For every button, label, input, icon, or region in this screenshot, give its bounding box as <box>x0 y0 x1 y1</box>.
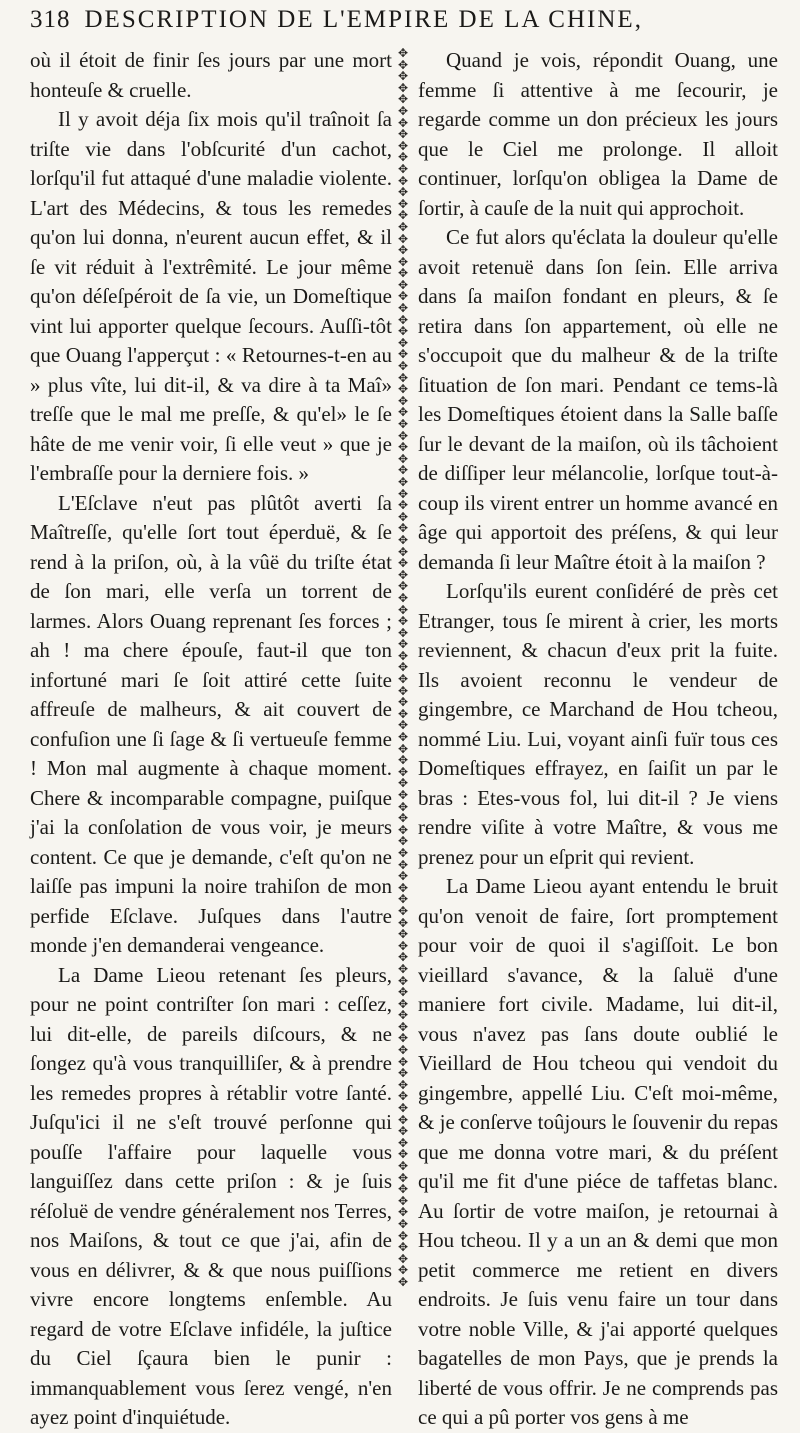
ornament-glyph: ✥ <box>397 822 409 837</box>
ornament-glyph: ✥ <box>397 521 409 536</box>
ornament-glyph: ✥ <box>397 312 409 327</box>
ornament-glyph: ✥ <box>397 637 409 652</box>
ornament-glyph: ✥ <box>397 1054 409 1069</box>
ornament-glyph: ✥ <box>397 1170 409 1185</box>
ornament-glyph: ✥ <box>397 915 409 930</box>
ornament-glyph: ✥ <box>397 127 409 142</box>
ornament-glyph: ✥ <box>397 1031 409 1046</box>
ornament-glyph: ✥ <box>397 115 409 130</box>
page-number: 318 <box>30 6 71 33</box>
ornament-glyph: ✥ <box>397 532 409 547</box>
ornament-glyph: ✥ <box>397 393 409 408</box>
ornament-glyph: ✥ <box>397 961 409 976</box>
ornament-glyph: ✥ <box>397 672 409 687</box>
ornament-glyph: ✥ <box>397 208 409 223</box>
ornament-glyph: ✥ <box>397 1240 409 1255</box>
ornament-glyph: ✥ <box>397 950 409 965</box>
ornament-glyph: ✥ <box>397 1077 409 1092</box>
ornament-glyph: ✥ <box>397 985 409 1000</box>
ornament-glyph: ✥ <box>397 80 409 95</box>
ornament-glyph: ✥ <box>397 834 409 849</box>
ornament-glyph: ✥ <box>397 741 409 756</box>
paragraph: Il y avoit déja ſix mois qu'il traînoit ſa triſte vie dans l'obſcurité d'un cachot, lorſqu'il fut attaqué d'une maladie violente. L'art des Médecins, & tous les remedes qu'on lui donna, n'eurent aucun effet, & il ſe vit réduit à l'extrêmité. Le jour même qu'on déſeſpéroit de ſa vie, un Domeſtique vint lui apporter quelque ſecours. Auſſi-tôt que Ouang l'apperçut : « Retournes-t-en au » plus vîte, lui dit-il, & va dire à ta Maî» treſſe que le mal me preſſe, & qu'el» le ſe hâte de me venir voir, ſi elle veut » que je l'embraſſe pour la derniere fois. » <box>30 107 392 485</box>
ornament-glyph: ✥ <box>397 567 409 582</box>
ornament-glyph: ✥ <box>397 590 409 605</box>
ornament-glyph: ✥ <box>397 231 409 246</box>
ornament-glyph: ✥ <box>397 219 409 234</box>
ornament-glyph: ✥ <box>397 1043 409 1058</box>
ornament-glyph: ✥ <box>397 359 409 374</box>
ornament-glyph: ✥ <box>397 753 409 768</box>
paragraph: où il étoit de finir ſes jours par une mort honteuſe & cruelle. <box>30 48 392 102</box>
ornament-glyph: ✥ <box>397 660 409 675</box>
ornament-glyph: ✥ <box>397 706 409 721</box>
ornament-glyph: ✥ <box>397 347 409 362</box>
ornament-glyph: ✥ <box>397 1089 409 1104</box>
paragraph: Quand je vois, répondit Ouang, une femme ſi attentive à me ſecourir, je regarde comme un don précieux les jours que le Ciel me prolonge. Il alloit continuer, lorſqu'on obligea la Dame de ſortir, à cauſe de la nuit qui approchoit. <box>418 48 778 220</box>
ornament-glyph: ✥ <box>397 243 409 258</box>
ornament-glyph: ✥ <box>397 1205 409 1220</box>
ornament-glyph: ✥ <box>397 417 409 431</box>
ornament-glyph: ✥ <box>397 405 409 420</box>
ornament-glyph: ✥ <box>397 277 409 292</box>
ornament-glyph: ✥ <box>397 1147 409 1162</box>
ornament-glyph: ✥ <box>397 799 409 814</box>
ornament-glyph: ✥ <box>397 335 409 350</box>
ornament-glyph: ✥ <box>397 1008 409 1023</box>
ornament-glyph: ✥ <box>397 185 409 200</box>
ornament-glyph: ✥ <box>397 301 409 316</box>
ornament-glyph: ✥ <box>397 382 409 397</box>
ornament-glyph: ✥ <box>397 602 409 617</box>
ornament-glyph: ✥ <box>397 498 409 513</box>
ornament-glyph: ✥ <box>397 324 409 339</box>
ornament-glyph: ✥ <box>397 1228 409 1243</box>
ornament-glyph: ✥ <box>397 289 409 304</box>
ornament-glyph: ✥ <box>397 266 409 281</box>
ornament-glyph: ✥ <box>397 625 409 640</box>
ornament-glyph: ✥ <box>397 474 409 489</box>
ornament-glyph: ✥ <box>397 1101 409 1116</box>
ornament-glyph: ✥ <box>397 48 409 60</box>
ornament-glyph: ✥ <box>397 1019 409 1034</box>
ornament-glyph: ✥ <box>397 428 409 443</box>
ornament-glyph: ✥ <box>397 788 409 802</box>
ornament-glyph: ✥ <box>397 695 409 710</box>
ornament-glyph: ✥ <box>397 1251 409 1266</box>
ornament-glyph: ✥ <box>397 1182 409 1197</box>
ornament-glyph: ✥ <box>397 892 409 907</box>
paragraph: Lorſqu'ils eurent conſidéré de près cet Etranger, tous ſe mirent à crier, les morts reviennent, & chacun d'eux prit la fuite. Ils avoient reconnu le vendeur de gingembre, ce Marchand de Hou tcheou, nommé Liu. Lui, voyant ainſi fuïr tous ces Domeſtiques effrayez, en ſaiſit un par le bras : Etes-vous fol, lui dit-il ? Je viens rendre viſite à votre Maître, & vous me prenez pour un eſprit qui revient. <box>418 579 778 869</box>
ornament-glyph: ✥ <box>397 544 409 559</box>
ornament-glyph: ✥ <box>397 973 409 988</box>
ornament-glyph: ✥ <box>397 556 409 571</box>
ornament-glyph: ✥ <box>397 92 409 107</box>
ornament-glyph: ✥ <box>397 463 409 478</box>
ornament-glyph: ✥ <box>397 614 409 629</box>
running-title: DESCRIPTION DE L'EMPIRE DE LA CHINE, <box>84 6 643 33</box>
ornament-glyph: ✥ <box>397 996 409 1011</box>
ornament-glyph: ✥ <box>397 938 409 953</box>
ornament-glyph: ✥ <box>397 451 409 466</box>
ornament-glyph: ✥ <box>397 440 409 455</box>
ornament-glyph: ✥ <box>397 869 409 884</box>
ornament-glyph: ✥ <box>397 1216 409 1231</box>
ornament-glyph: ✥ <box>397 1263 409 1278</box>
ornament-glyph: ✥ <box>397 254 409 269</box>
ornament-glyph: ✥ <box>397 927 409 942</box>
ornament-glyph: ✥ <box>397 1274 409 1288</box>
page-header <box>30 6 780 46</box>
right-column <box>418 46 778 1433</box>
ornament-glyph: ✥ <box>397 1066 409 1081</box>
left-column <box>30 46 392 1433</box>
ornament-glyph: ✥ <box>397 718 409 733</box>
ornament-glyph: ✥ <box>397 138 409 153</box>
ornament-glyph: ✥ <box>397 579 409 594</box>
ornament-glyph: ✥ <box>397 776 409 791</box>
ornament-glyph: ✥ <box>397 730 409 745</box>
paragraph: La Dame Lieou retenant ſes pleurs, pour ne point contriſter ſon mari : ceſſez, lui dit-elle, de pareils diſcours, & ne ſongez qu'à vous tranquilliſer, & à prendre les remedes propres à rétablir votre ſanté. Juſqu'ici il ne s'eſt trouvé perſonne qui pouſſe l'affaire pour laquelle vous languiſſez dans cette priſon : & je ſuis réſoluë de vendre généralement nos Terres, nos Maiſons, & tout ce que j'ai, afin de vous en délivrer, & & que nous puiſſions vivre encore longtems enſemble. Au regard de votre Eſclave infidéle, la juſtice du Ciel ſçaura bien le punir : immanquablement vous ſerez vengé, n'en ayez point d'inquiétude. <box>30 962 392 1429</box>
ornament-glyph: ✥ <box>397 196 409 211</box>
ornament-glyph: ✥ <box>397 857 409 872</box>
ornament-glyph: ✥ <box>397 903 409 918</box>
ornament-glyph: ✥ <box>397 1112 409 1127</box>
ornament-glyph: ✥ <box>397 486 409 501</box>
ornament-glyph: ✥ <box>397 683 409 698</box>
ornament-glyph: ✥ <box>397 370 409 385</box>
ornament-glyph: ✥ <box>397 161 409 176</box>
ornament-glyph: ✥ <box>397 648 409 663</box>
ornament-glyph: ✥ <box>397 509 409 524</box>
paragraph: La Dame Lieou ayant entendu le bruit qu'on venoit de faire, ſort promptement pour voir de quoi il s'agiſſoit. Le bon vieillard s'avance, & la ſaluë d'une maniere fort civile. Madame, lui dit-il, vous n'avez pas ſans doute oublié le Vieillard de Hou tcheou qui vendoit du gingembre, appellé Liu. C'eſt moi-même, & je conſerve toûjours le ſouvenir du repas que me donna votre mari, & du préſent qu'il me fit d'une piéce de taffetas blanc. Au ſortir de votre maiſon, je retournai à Hou tcheou. Il y a un an & demi que mon petit commerce me retient en divers endroits. Je ſuis venu faire un tour dans votre noble Ville, & j'ai apporté quelques bagatelles de mon Pays, que je prends la liberté de vous offrir. Je ne comprends pas ce qui a pû porter vos gens à me <box>418 874 778 1429</box>
ornament-glyph: ✥ <box>397 57 409 72</box>
ornament-glyph: ✥ <box>397 811 409 826</box>
ornament-glyph: ✥ <box>397 764 409 779</box>
ornament-glyph: ✥ <box>397 880 409 895</box>
ornament-glyph: ✥ <box>397 69 409 84</box>
ornament-glyph: ✥ <box>397 1124 409 1139</box>
ornamental-column-divider <box>392 48 414 1288</box>
paragraph: L'Eſclave n'eut pas plûtôt averti ſa Maîtreſſe, qu'elle ſort tout éperduë, & ſe rend à la priſon, où, à la vûë du triſte état de ſon mari, elle verſa un torrent de larmes. Alors Ouang reprenant ſes forces ; ah ! ma chere épouſe, faut-il que ton infortuné mari ſe ſoit attiré cette ſuite affreuſe de malheurs, & ait couvert de confuſion une ſi ſage & ſi vertueuſe femme ! Mon mal augmente à chaque moment. Chere & incomparable compagne, puiſque j'ai la conſolation de vous voir, je meurs content. Ce que je demande, c'eſt qu'on ne laiſſe pas impuni la noire trahiſon de mon perfide Eſclave. Juſques dans l'autre monde j'en demanderai vengeance. <box>30 490 392 957</box>
ornament-glyph: ✥ <box>397 150 409 165</box>
ornament-glyph: ✥ <box>397 103 409 118</box>
ornament-glyph: ✥ <box>397 1159 409 1173</box>
ornament-glyph: ✥ <box>397 1193 409 1208</box>
ornament-glyph: ✥ <box>397 845 409 860</box>
paragraph: Ce fut alors qu'éclata la douleur qu'elle avoit retenuë dans ſon ſein. Elle arriva dans ſa maiſon fondant en pleurs, & ſe retira dans ſon appartement, où elle ne s'occupoit que du malheur & de la triſte ſituation de ſon mari. Pendant ce tems-là les Domeſtiques étoient dans la Salle baſſe ſur le devant de la maiſon, où ils tâchoient de diſſiper leur mélancolie, lorſque tout-à-coup ils virent entrer un homme avancé en âge qui apportoit des préſens, & qui leur demanda ſi leur Maître étoit à la maiſon ? <box>418 225 778 574</box>
ornament-glyph: ✥ <box>397 173 409 188</box>
ornament-glyph: ✥ <box>397 1135 409 1150</box>
